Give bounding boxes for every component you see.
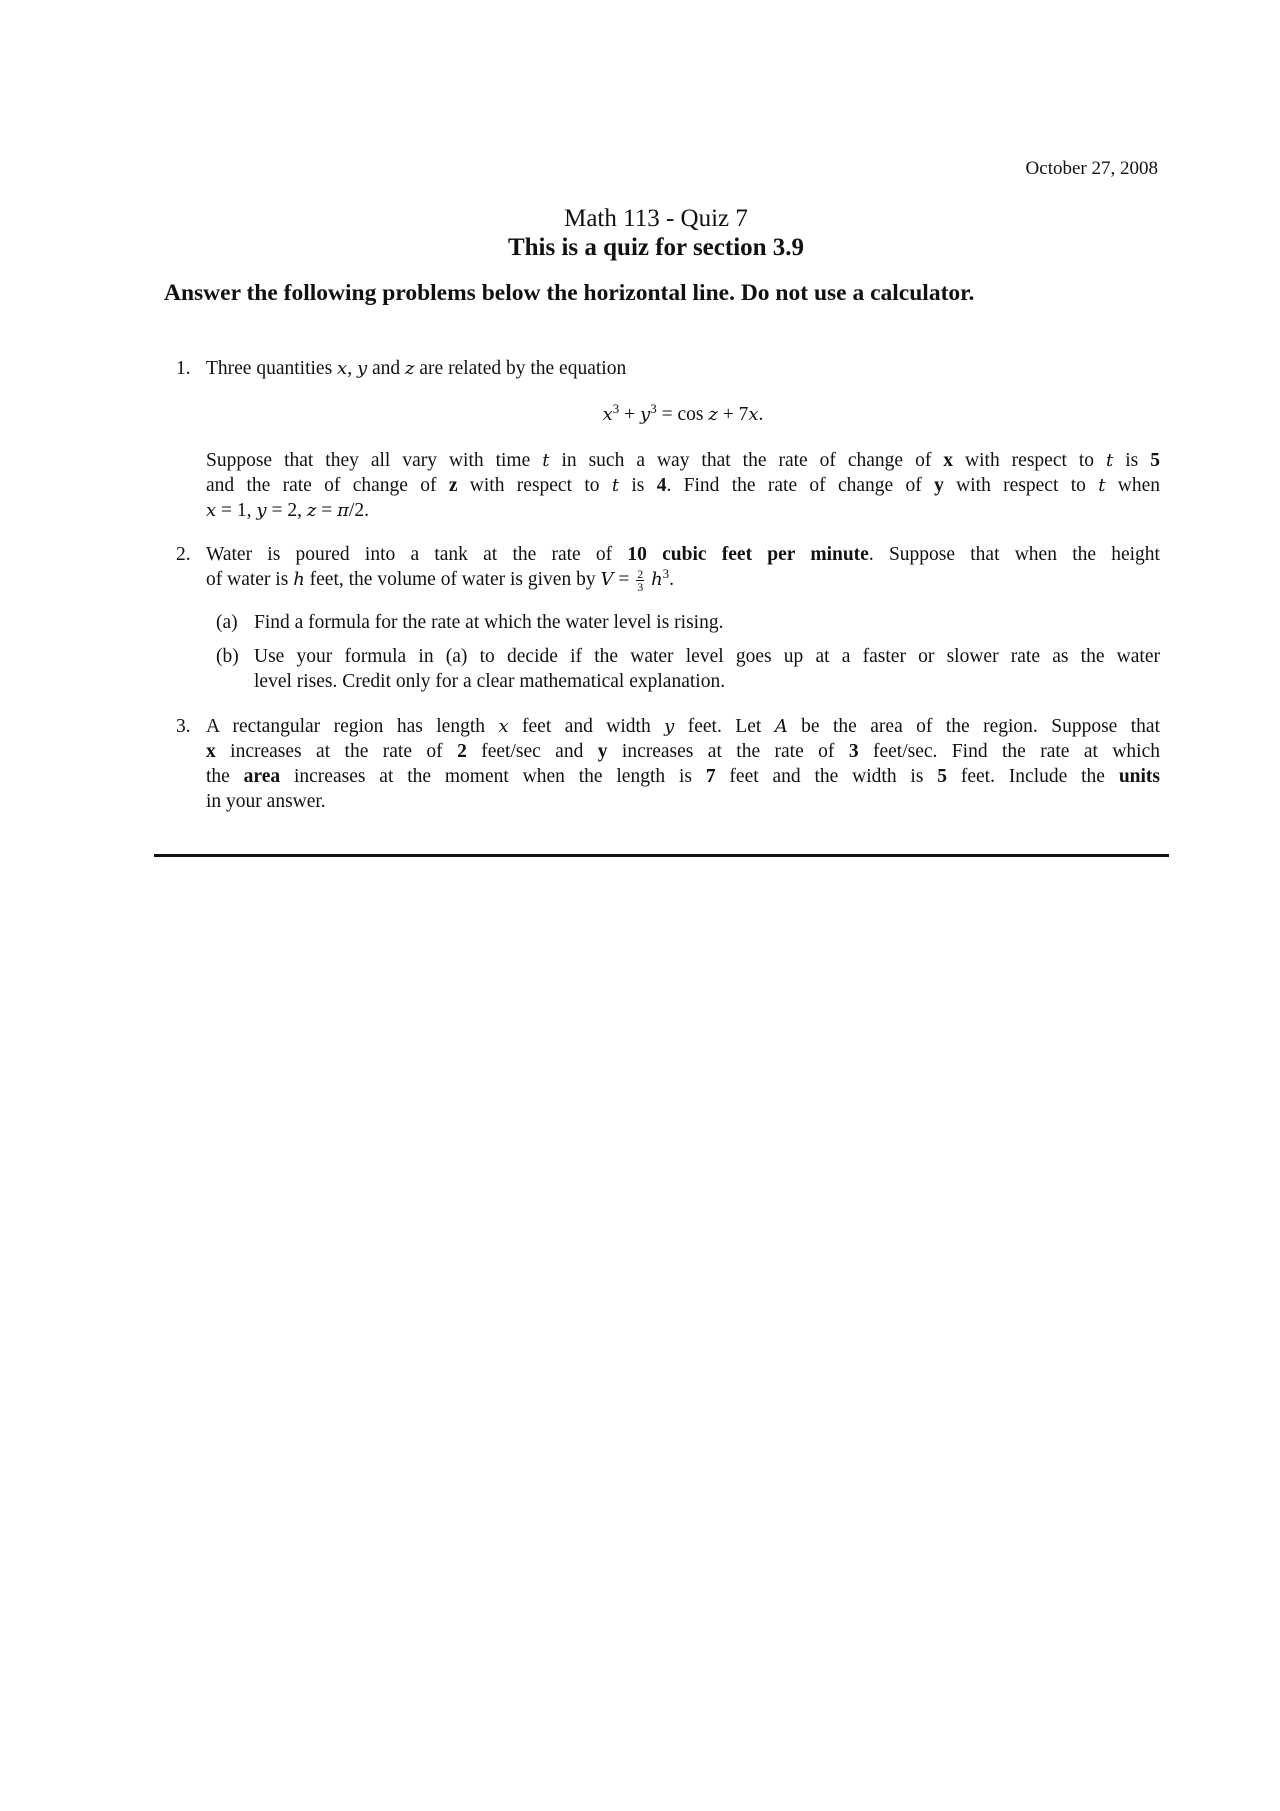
problem-number: 2. bbox=[176, 544, 191, 565]
part-text: Find a formula for the rate at which the water level is rising. bbox=[254, 612, 724, 633]
problem-body: Water is poured into a tank at the rate of 10 cubic feet per minute. Suppose that when the height of water is h feet, the volume of water is given by V = $\frac{2}{3}$ $h^3$. (a) Find a formula for the rate at which the water level is rising. (b) Use your formula in (a) to decide if the water level goes up at a faster or slower rate as the water level rises. Credit only for a clear mathematical explanation. bbox=[206, 544, 1160, 692]
part-label: (b) bbox=[216, 646, 239, 667]
title-block bbox=[0, 204, 1280, 262]
problem-text: Suppose that they all vary with time t in such a way that the rate of change of x with respect to t is 5 and the rate of change of z with respect to t is 4. Find the rate of change of y with respect to t when x = 1, y = 2, z = π/2. bbox=[206, 450, 1160, 521]
horizontal-rule bbox=[154, 854, 1169, 857]
quiz-title: Math 113 - Quiz 7 bbox=[564, 205, 748, 232]
problem-intro: Three quantities x, y and z are related by the equation bbox=[206, 358, 627, 379]
part-text: Use your formula in (a) to decide if the water level goes up at a faster or slower rate as the water level rises. Credit only for a clear mathematical explanation. bbox=[254, 646, 1160, 692]
quiz-subtitle: This is a quiz for section 3.9 bbox=[507, 234, 805, 261]
quiz-date: October 27, 2008 bbox=[1025, 158, 1158, 179]
equation: $x^3 + y^3 = \cos z + 7x$. bbox=[602, 401, 764, 425]
problem-body bbox=[206, 356, 1160, 521]
problem-body: A rectangular region has length x feet and width y feet. Let A be the area of the region. Suppose that x increases at the rate of 2 feet/sec and y increases at the rate of 3 feet/sec. Find the rate at which the area increases at the moment when the length is 7 feet and the width is 5 feet. Include the units in your answer. bbox=[206, 716, 1161, 812]
problem-number: 3. bbox=[176, 716, 191, 737]
instructions: Answer the following problems below the horizontal line. Do not use a calculator. bbox=[164, 280, 975, 306]
problem-number: 1. bbox=[176, 358, 191, 379]
part-label: (a) bbox=[216, 612, 238, 633]
